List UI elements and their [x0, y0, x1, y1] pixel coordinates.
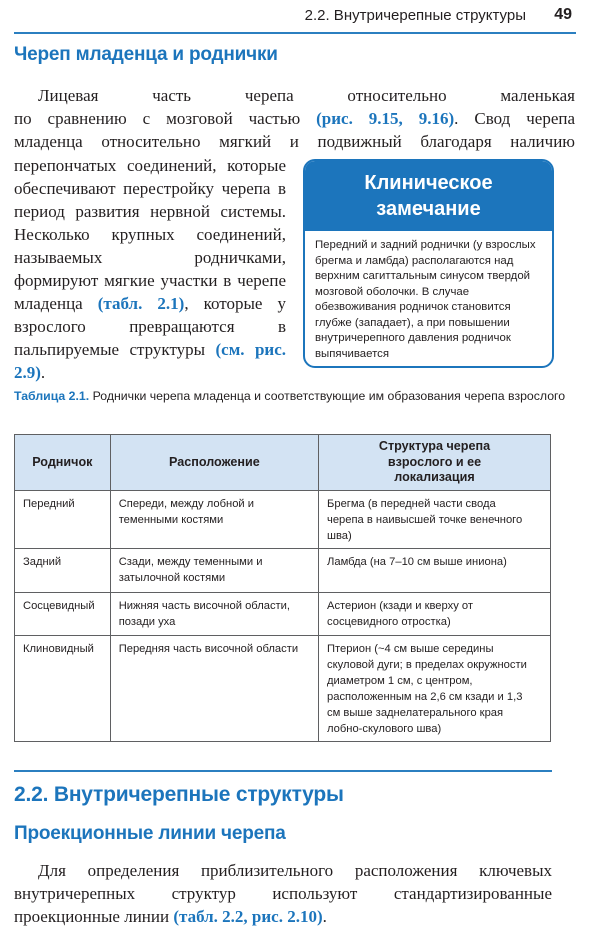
- table-cell: Спереди, между лобной и теменными костями: [110, 491, 318, 549]
- paragraph-intro: [14, 84, 575, 153]
- clinical-note-box: [303, 159, 554, 368]
- running-header-title: 2.2. Внутричерепные структуры: [304, 7, 526, 24]
- table-cell: Птерион (~4 см выше середины скуловой дуги; в пределах окружности диаметром 1 см, с центром, расположенным на 2,6 см кзади и 1,3 см выше заднелатерального края лобно-скулового шва): [319, 636, 551, 742]
- table-cell: Сзади, между теменными и затылочной костями: [110, 549, 318, 593]
- table-row: [15, 636, 551, 742]
- section-divider: [14, 770, 552, 772]
- column-header: Расположение: [110, 435, 318, 491]
- paragraph-fontanelles: перепончатых соединений, которые обеспечивают перестройку черепа в период развития нервной системы. Несколько крупных соединений, называемых родничками, формируют мягкие участки в черепе младенца (табл. 2.1), которые у взрослого превращаются в пальпируемые структуры (см. рис. 2.9).: [14, 156, 286, 382]
- table-row: [15, 549, 551, 593]
- table-cell: Клиновидный: [15, 636, 111, 742]
- page-number: 49: [554, 6, 572, 23]
- table-caption: Таблица 2.1. Роднички черепа младенца и соответствующие им образования черепа взрослого: [14, 389, 566, 403]
- figure-reference-link[interactable]: (см. рис. 2.9): [14, 340, 286, 382]
- table-cell: Нижняя часть височной области, позади уха: [110, 593, 318, 636]
- table-cell: Сосцевидный: [15, 593, 111, 636]
- column-header: Родничок: [15, 435, 111, 491]
- table-cell: Задний: [15, 549, 111, 593]
- column-header: Структура черепа взрослого и ее локализация: [319, 435, 551, 491]
- paragraph-line: Лицевая часть черепа относительно маленькая: [38, 86, 575, 105]
- section-heading-intracranial: 2.2. Внутричерепные структуры: [14, 783, 344, 806]
- paragraph-projection: Для определения приблизительного расположения ключевых внутричерепных структур используют стандартизированные проекционные линии (табл. 2.2, рис. 2.10).: [14, 861, 552, 926]
- running-header: [0, 0, 590, 35]
- table-reference-link[interactable]: (табл. 2.1): [97, 294, 185, 313]
- subsection-heading-projection-lines: Проекционные линии черепа: [14, 823, 286, 844]
- table-cell: Ламбда (на 7–10 см выше иниона): [319, 549, 551, 593]
- table-cell: Передняя часть височной области: [110, 636, 318, 742]
- paragraph-line: младенца относительно мягкий и подвижный благодаря наличию: [14, 132, 575, 151]
- table-cell: Передний: [15, 491, 111, 549]
- paragraph-line: по сравнению с мозговой частью (рис. 9.15, 9.16). Свод черепа: [14, 109, 576, 128]
- table-figure-reference-link[interactable]: (табл. 2.2, рис. 2.10): [173, 907, 323, 926]
- table-row: [15, 593, 551, 636]
- section-heading-infant-skull: Череп младенца и роднички: [14, 44, 278, 65]
- figure-reference-link[interactable]: (рис. 9.15, 9.16): [316, 109, 455, 128]
- clinical-note-text: Передний и задний роднички (у взрослых брегма и ламбда) располагаются над верхним сагиттальным синусом твердой мозговой оболочки. В случае обезвоживания родничок становится глубже (западает), а при повышении внутричерепного давления родничок выпячивается: [315, 239, 536, 360]
- clinical-note-title: Клиническое замечание: [305, 161, 552, 231]
- header-divider: [14, 32, 576, 34]
- table-header-row: [15, 435, 551, 491]
- table-cell: Брегма (в передней части свода черепа в наивысшей точке венечного шва): [319, 491, 551, 549]
- table-cell: Астерион (кзади и кверху от сосцевидного отростка): [319, 593, 551, 636]
- fontanelles-table: [14, 434, 551, 742]
- table-row: [15, 491, 551, 549]
